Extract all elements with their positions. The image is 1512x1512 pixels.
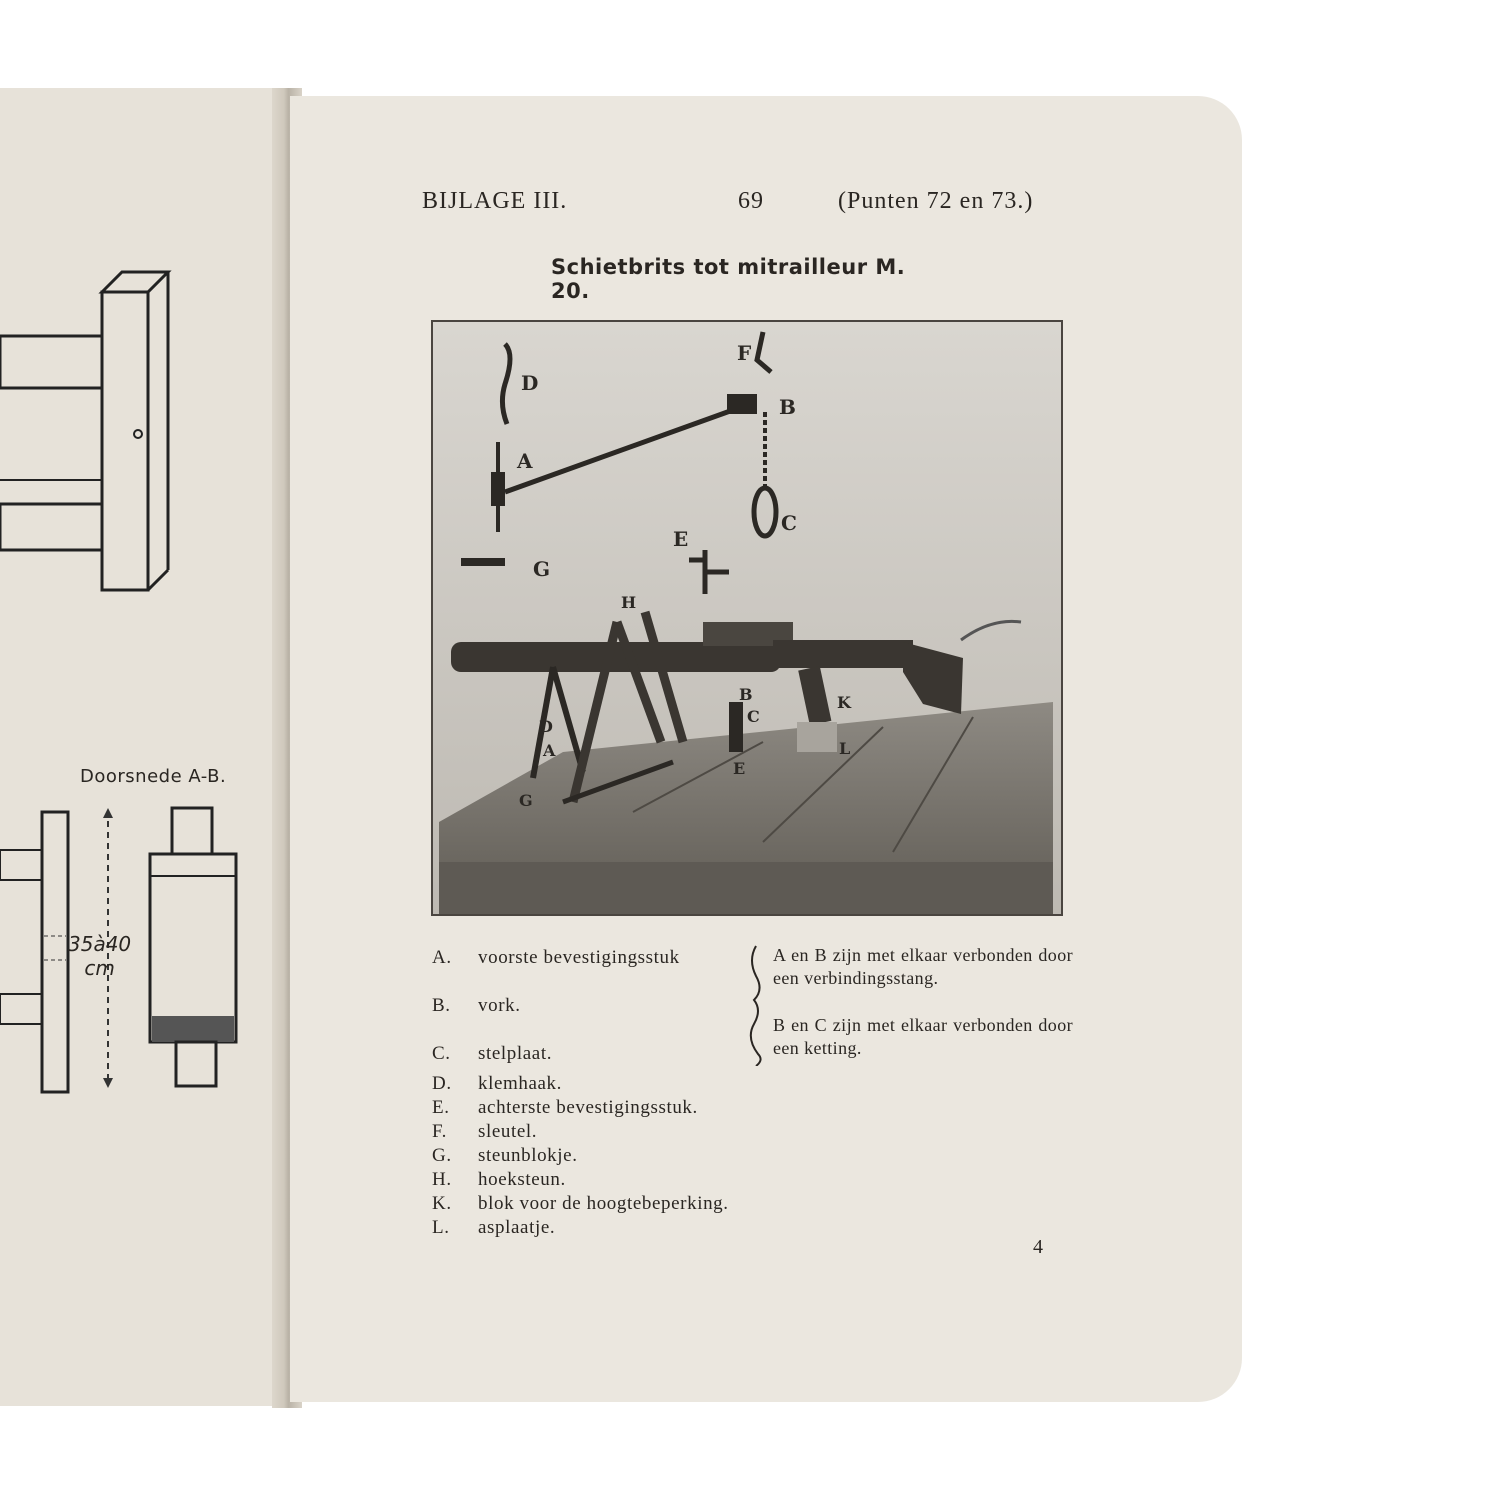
photo-label-g: G <box>533 557 551 581</box>
section-label: Doorsnede A-B. <box>80 766 227 787</box>
legend-item: L. asplaatje. <box>432 1217 556 1238</box>
photo-label-l: L <box>839 739 851 758</box>
photo-label-c: C <box>781 511 797 535</box>
dimension-label: 35à40 cm <box>68 932 132 980</box>
legend-item: B. vork. <box>432 995 521 1016</box>
photo-label-d: D <box>521 371 539 395</box>
legend-item: C. stelplaat. <box>432 1043 553 1064</box>
legend-item: K. blok voor de hoogtebeperking. <box>432 1193 729 1214</box>
header-page-number: 69 <box>738 188 764 214</box>
photo-label-a: A <box>517 449 533 473</box>
photo-label-g-mounted: G <box>519 791 533 810</box>
photo-label-k: K <box>837 693 851 712</box>
header-appendix: BIJLAGE III. <box>422 188 568 214</box>
photo-label-f: F <box>737 341 752 365</box>
photo-label-b: B <box>779 395 796 419</box>
page-title: Schietbrits tot mitrailleur M. 20. <box>551 255 906 303</box>
photo-label-c-mounted: C <box>747 707 760 726</box>
photo-label-a-mounted: A <box>543 741 556 760</box>
photo-label-b-mounted: B <box>739 685 753 704</box>
note-ab: A en B zijn met elkaar verbonden door een verbindingsstang. <box>773 945 1073 988</box>
legend-item: F. sleutel. <box>432 1121 538 1142</box>
photo-label-d-mounted: D <box>539 717 553 736</box>
legend-item: D. klemhaak. <box>432 1073 563 1094</box>
legend-item: A. voorste bevestigingsstuk <box>432 947 680 968</box>
note-bc: B en C zijn met elkaar verbonden door een ketting. <box>773 1015 1073 1058</box>
photo-label-h: H <box>621 593 637 612</box>
legend-item: E. achterste bevestigingsstuk. <box>432 1097 698 1118</box>
machine-gun-mount-photo <box>431 320 1063 916</box>
left-page-drawing-top <box>0 270 280 600</box>
header-reference: (Punten 72 en 73.) <box>838 188 1034 214</box>
legend-item: G. steunblokje. <box>432 1145 578 1166</box>
photo-label-e: E <box>673 527 689 551</box>
legend-item: H. hoeksteun. <box>432 1169 566 1190</box>
photo-label-e-mounted: E <box>733 759 746 778</box>
page-number: 4 <box>1033 1236 1043 1258</box>
brace-icon <box>742 942 766 1066</box>
